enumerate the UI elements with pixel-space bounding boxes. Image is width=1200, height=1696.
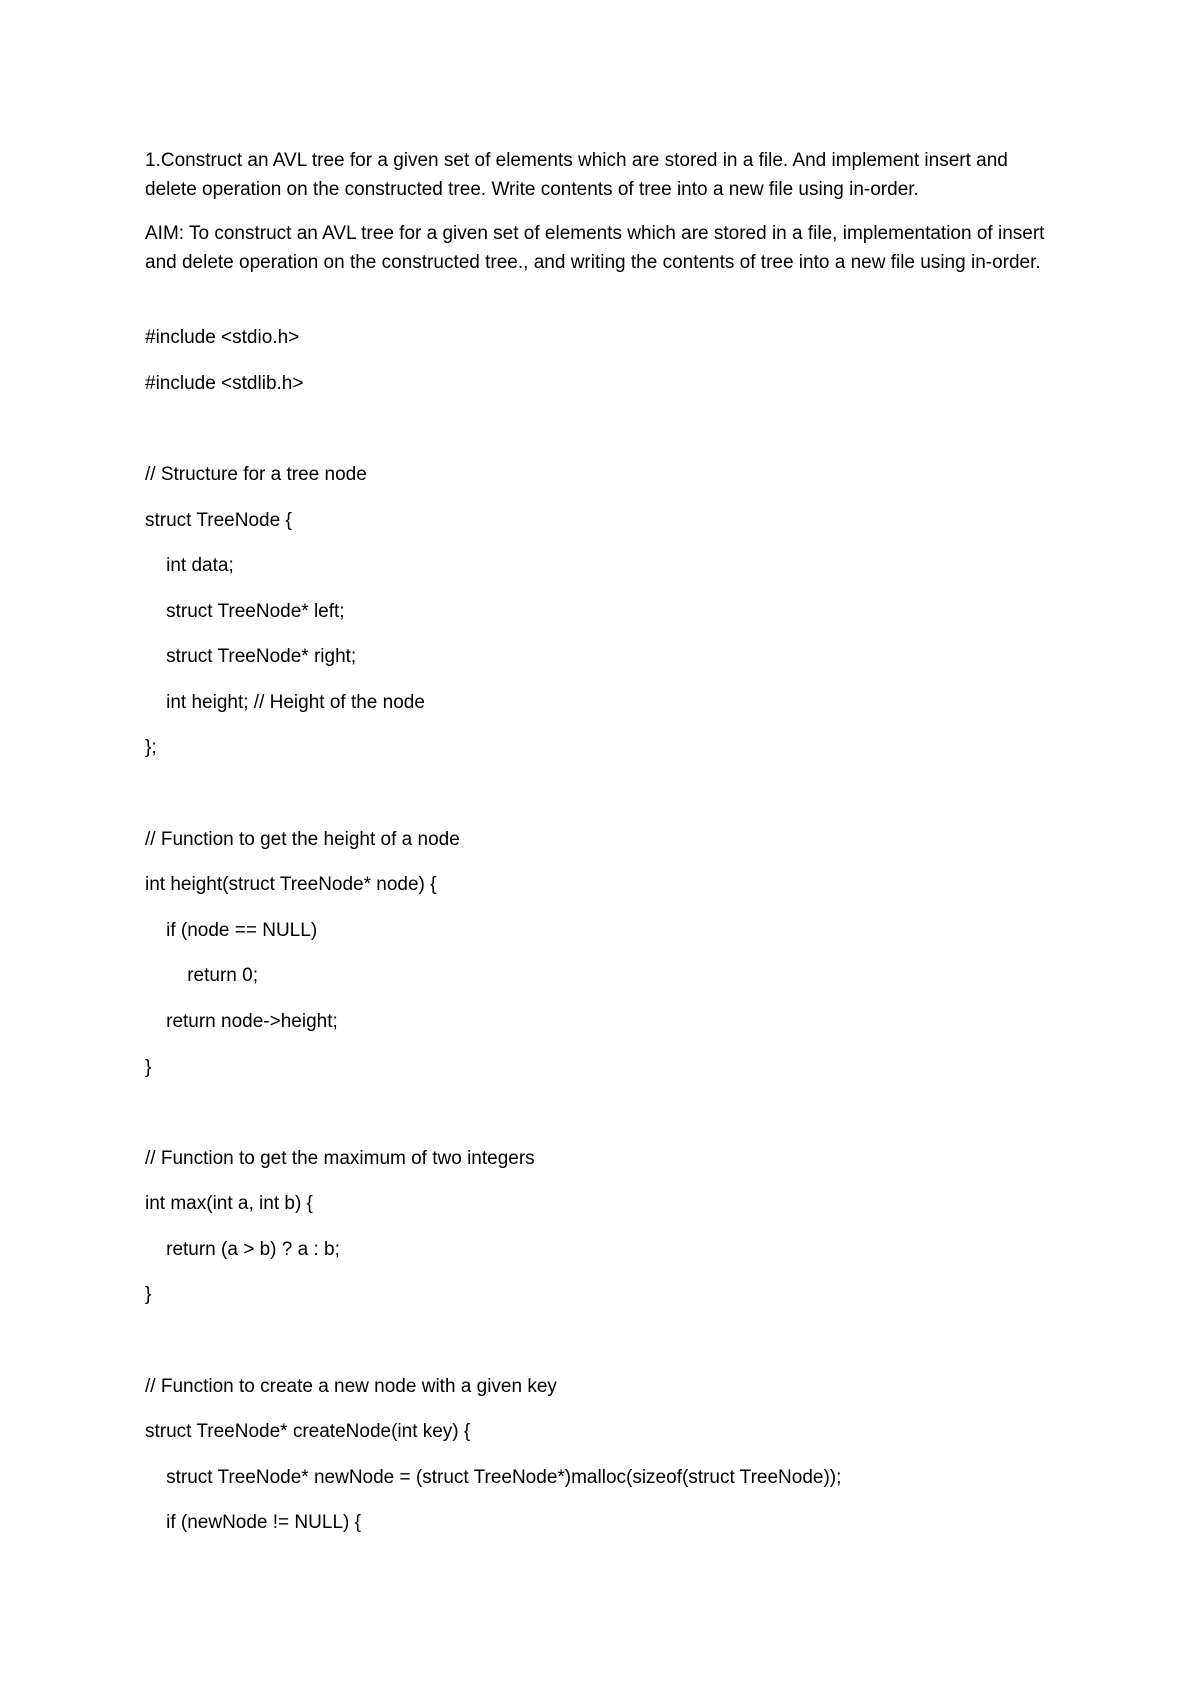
code-line: int height(struct TreeNode* node) { (145, 874, 437, 895)
code-line: struct TreeNode* createNode(int key) { (145, 1421, 471, 1442)
aim-paragraph: AIM: To construct an AVL tree for a given set of elements which are stored in a file, implementation of insert and delete operation on the constructed tree., and writing the contents of tree into a new file using in-order. (145, 223, 1045, 273)
code-line: if (node == NULL) (145, 920, 318, 941)
code-comment: // Function to get the height of a node (145, 829, 460, 850)
code-line: } (145, 1284, 152, 1305)
code-line: int data; (145, 555, 234, 576)
code-line: int height; // Height of the node (145, 692, 425, 713)
code-line: struct TreeNode* left; (145, 601, 345, 622)
question-paragraph: 1.Construct an AVL tree for a given set of elements which are stored in a file. And implement insert and delete operation on the constructed tree. Write contents of tree into a new file using in-order. (145, 150, 1008, 200)
code-line: struct TreeNode* newNode = (struct TreeNode*)malloc(sizeof(struct TreeNode)); (145, 1467, 842, 1488)
code-line: #include <stdlib.h> (145, 373, 304, 394)
code-line: #include <stdio.h> (145, 327, 300, 348)
code-comment: // Structure for a tree node (145, 464, 367, 485)
code-comment: // Function to get the maximum of two integers (145, 1148, 535, 1169)
code-line: return node->height; (145, 1011, 338, 1032)
code-line: if (newNode != NULL) { (145, 1512, 361, 1533)
code-line: }; (145, 737, 157, 758)
code-line: } (145, 1057, 152, 1078)
code-line: return 0; (145, 965, 258, 986)
code-line: struct TreeNode { (145, 510, 292, 531)
code-line: int max(int a, int b) { (145, 1193, 313, 1214)
code-line: return (a > b) ? a : b; (145, 1239, 340, 1260)
code-line: struct TreeNode* right; (145, 646, 357, 667)
code-comment: // Function to create a new node with a given key (145, 1376, 557, 1397)
